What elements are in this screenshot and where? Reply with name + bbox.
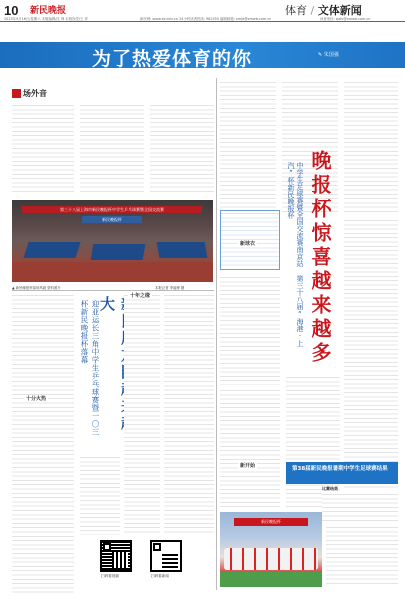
- article2-text-col-3: [344, 218, 398, 488]
- photo2-side-text: [326, 525, 398, 587]
- article1-headline: 大: [98, 296, 116, 313]
- top-text-col-6: [344, 80, 398, 215]
- pitch: [220, 572, 322, 587]
- results-legend-lines: [322, 492, 398, 522]
- newspaper-logo: 新民晚报: [30, 6, 67, 16]
- banner-author-name: 朱国强: [323, 52, 339, 58]
- divider: [216, 78, 217, 590]
- page-header: [0, 0, 405, 22]
- article1-section-head-2: 十年之缘: [130, 293, 151, 299]
- article1-subhead: 迎亚运长三角中学生乒乓球赛暨一〇三杯新民晚报杯落幕: [80, 300, 100, 436]
- banner-title: 为了热爱体育的你: [92, 48, 253, 70]
- article1-text-col-1: [12, 293, 74, 593]
- ping-pong-table: [23, 242, 80, 258]
- column-tag-box: [12, 89, 21, 98]
- results-legend-title: 比赛结果: [322, 486, 338, 491]
- photo1-credit: 本报记者 李福博 摄: [155, 286, 185, 290]
- ping-pong-table: [91, 244, 146, 260]
- qr-finder: [153, 543, 161, 551]
- results-badge: [286, 462, 398, 484]
- issue-info-line: 2023年9月16日/星期六 本版编辑/沈 坤 本版视觉/王 祥: [4, 17, 88, 21]
- header-rule: [0, 21, 405, 22]
- article2-headline: 晚报杯惊喜越来越多: [308, 150, 332, 366]
- hall-sign: 新民晚报杯: [82, 216, 142, 223]
- article2-text-col-1: [220, 275, 280, 385]
- intro-text-col-2: [80, 103, 144, 195]
- qr-label-video: 扫码看视频: [101, 574, 119, 578]
- ping-pong-table: [157, 242, 208, 258]
- divider: [12, 290, 214, 291]
- intro-text-col-1: [12, 103, 74, 195]
- qr-finder: [103, 543, 111, 551]
- photo1-caption: ▲ 新民晚报杯赛场风貌 资料照片: [12, 286, 61, 290]
- article1-text-col-2: [80, 455, 120, 535]
- qr-pattern: [162, 552, 178, 568]
- article1-text-col-3: [124, 293, 160, 535]
- article2-section-head-1: 新球衣: [240, 241, 256, 247]
- intro-text-col-3: [150, 103, 214, 195]
- section-culture-sports: 文体新闻: [317, 4, 362, 17]
- column-tag-label: 场外音: [23, 89, 47, 98]
- article1-text-col-4: [164, 293, 214, 535]
- section-sport: 体育: [285, 4, 307, 17]
- article2-section-head-2: 新开始: [240, 463, 256, 469]
- top-text-col-4: [220, 80, 276, 215]
- results-badge-title: 第38届新民晚报暑期中学生足球赛结果: [292, 466, 388, 472]
- website-line: 新民网: www.xinmin.cn 24小时读者热线: 962555 编辑邮箱: xmjd@xmwb.com.cn: [140, 17, 272, 21]
- column-tag: [12, 88, 54, 100]
- photo-football-team: [220, 512, 322, 587]
- results-legend: [322, 486, 398, 522]
- contact-line: 读者来信: zjzhi@xmwb.com.cn: [320, 17, 371, 21]
- pen-icon: ✎: [318, 52, 323, 58]
- photo-table-tennis-hall: [12, 200, 213, 282]
- qr-label-news: 扫码看新闻: [151, 574, 169, 578]
- court-floor: [12, 262, 213, 282]
- hall-banner: 第三十八届上海市新民晚报杯中学生乒乓球赛暨全国交流赛: [22, 206, 202, 213]
- banner: [0, 42, 405, 68]
- article1-section-head-1: 十分火热: [26, 396, 47, 402]
- team-players-row: [224, 548, 318, 570]
- qr-pattern: [112, 552, 128, 568]
- page-number: 10: [4, 3, 19, 18]
- article2-text-col-2: [220, 388, 280, 508]
- article2-subhead: 中学生足球赛暨全国交流赛南京站 第三十八届“海港·上汽”杯新民晚报杯: [287, 162, 304, 347]
- banner-author: [318, 51, 339, 58]
- section-divider: /: [310, 4, 318, 17]
- qr-code-news[interactable]: [150, 540, 182, 572]
- qr-code-video[interactable]: [100, 540, 132, 572]
- team-banner: 新民晚报杯: [234, 518, 308, 526]
